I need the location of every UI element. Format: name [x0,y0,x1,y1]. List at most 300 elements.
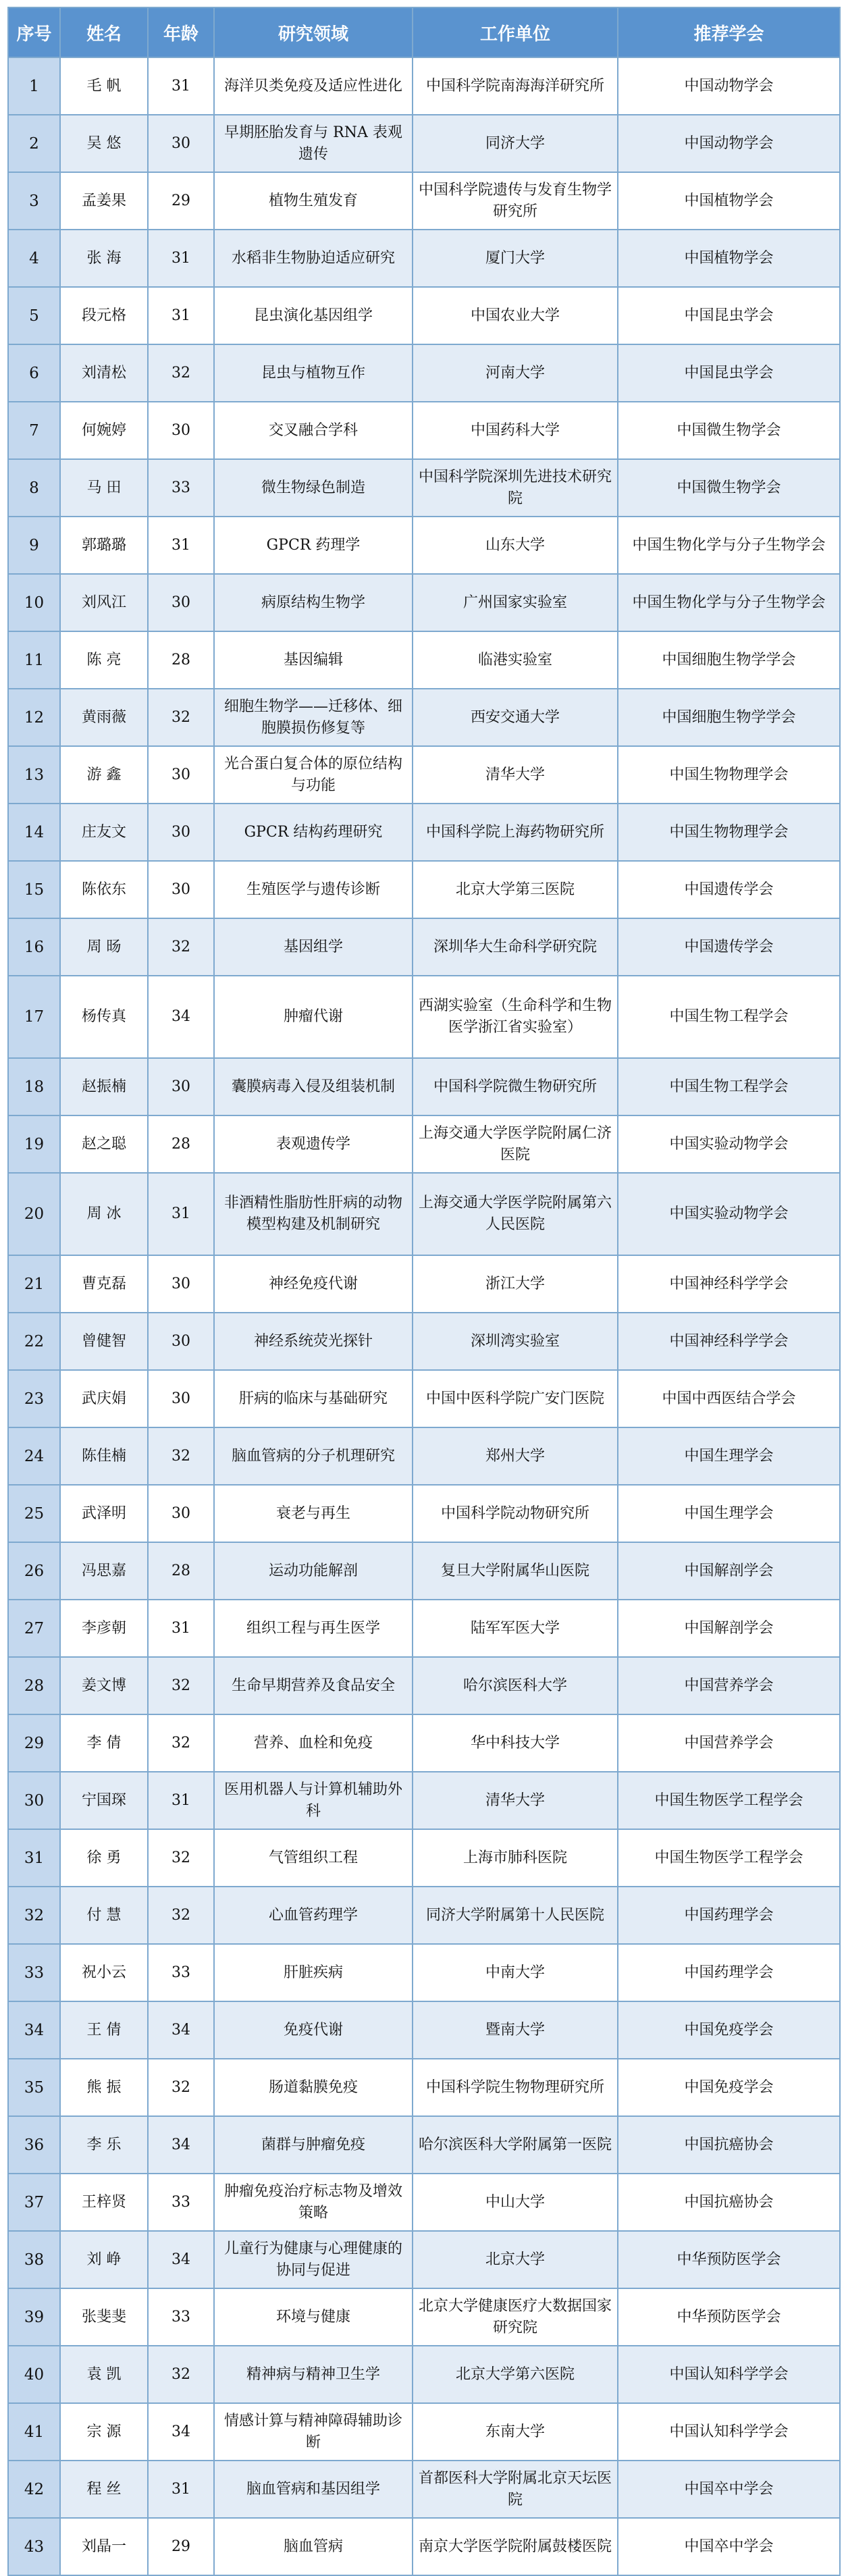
cell-field: GPCR 结构药理研究 [214,804,413,861]
cell-age: 31 [148,1173,214,1255]
table-row [8,2346,840,2403]
table-row [8,344,840,402]
table-row [8,115,840,172]
table-row [8,459,840,517]
cell-field: 昆虫与植物互作 [214,344,413,402]
cell-field: 微生物绿色制造 [214,459,413,517]
cell-society: 中国生理学会 [618,1485,840,1542]
cell-field: 神经系统荧光探针 [214,1313,413,1370]
cell-unit: 东南大学 [413,2403,618,2461]
cell-name: 段元格 [60,287,148,344]
cell-field: 海洋贝类免疫及适应性进化 [214,57,413,115]
cell-no: 2 [8,115,60,172]
cell-field: 情感计算与精神障碍辅助诊断 [214,2403,413,2461]
cell-no: 42 [8,2461,60,2518]
cell-unit: 华中科技大学 [413,1714,618,1772]
table-row [8,172,840,230]
cell-no: 34 [8,2001,60,2059]
cell-name: 曾健智 [60,1313,148,1370]
table-row [8,631,840,689]
cell-no: 27 [8,1600,60,1657]
cell-no: 20 [8,1173,60,1255]
cell-field: 光合蛋白复合体的原位结构与功能 [214,746,413,804]
table-row [8,1600,840,1657]
cell-field: 生殖医学与遗传诊断 [214,861,413,918]
cell-field: 衰老与再生 [214,1485,413,1542]
cell-society: 中国昆虫学会 [618,344,840,402]
cell-name: 孟姜果 [60,172,148,230]
recommendation-table-container [7,7,839,2576]
cell-no: 22 [8,1313,60,1370]
cell-age: 33 [148,2174,214,2231]
cell-name: 黄雨薇 [60,689,148,746]
cell-no: 19 [8,1115,60,1173]
cell-age: 33 [148,1944,214,2001]
cell-society: 中国营养学会 [618,1657,840,1714]
cell-age: 32 [148,2059,214,2116]
cell-society: 中国微生物学会 [618,402,840,459]
cell-society: 中国解剖学会 [618,1600,840,1657]
cell-age: 31 [148,1772,214,1829]
cell-no: 1 [8,57,60,115]
cell-age: 31 [148,287,214,344]
cell-name: 毛 帆 [60,57,148,115]
table-row [8,2518,840,2575]
cell-field: 肿瘤免疫治疗标志物及增效策略 [214,2174,413,2231]
cell-name: 程 丝 [60,2461,148,2518]
cell-society: 中国免疫学会 [618,2001,840,2059]
table-row [8,1427,840,1485]
table-row [8,1313,840,1370]
cell-age: 34 [148,2001,214,2059]
table-row [8,287,840,344]
cell-unit: 清华大学 [413,746,618,804]
cell-field: 医用机器人与计算机辅助外科 [214,1772,413,1829]
cell-society: 中国植物学会 [618,230,840,287]
cell-society: 中国植物学会 [618,172,840,230]
cell-unit: 中国科学院遗传与发育生物学研究所 [413,172,618,230]
cell-age: 32 [148,1714,214,1772]
table-row [8,2403,840,2461]
cell-society: 中国实验动物学会 [618,1173,840,1255]
cell-age: 34 [148,2403,214,2461]
table-row [8,1657,840,1714]
cell-society: 中国生物物理学会 [618,746,840,804]
cell-name: 郭璐璐 [60,517,148,574]
header-no: 序号 [8,7,60,57]
cell-name: 付 慧 [60,1887,148,1944]
header-name: 姓名 [60,7,148,57]
cell-name: 宁国琛 [60,1772,148,1829]
cell-unit: 中国农业大学 [413,287,618,344]
cell-unit: 河南大学 [413,344,618,402]
cell-name: 陈 亮 [60,631,148,689]
table-row [8,1370,840,1427]
recommendation-table [7,7,841,2576]
cell-field: 病原结构生物学 [214,574,413,631]
cell-no: 16 [8,918,60,976]
cell-field: 肿瘤代谢 [214,976,413,1058]
cell-age: 33 [148,2288,214,2346]
cell-unit: 深圳华大生命科学研究院 [413,918,618,976]
cell-age: 29 [148,2518,214,2575]
cell-no: 29 [8,1714,60,1772]
cell-age: 34 [148,976,214,1058]
cell-name: 祝小云 [60,1944,148,2001]
cell-unit: 中国科学院生物物理研究所 [413,2059,618,2116]
cell-no: 24 [8,1427,60,1485]
cell-age: 30 [148,861,214,918]
cell-field: 表观遗传学 [214,1115,413,1173]
cell-field: 肠道黏膜免疫 [214,2059,413,2116]
cell-age: 30 [148,804,214,861]
cell-unit: 中国科学院南海海洋研究所 [413,57,618,115]
table-row [8,1255,840,1313]
cell-name: 杨传真 [60,976,148,1058]
cell-name: 熊 振 [60,2059,148,2116]
cell-age: 28 [148,1542,214,1600]
cell-no: 26 [8,1542,60,1600]
cell-unit: 上海市肺科医院 [413,1829,618,1887]
cell-field: 早期胚胎发育与 RNA 表观遗传 [214,115,413,172]
cell-no: 13 [8,746,60,804]
cell-no: 15 [8,861,60,918]
cell-field: 脑血管病的分子机理研究 [214,1427,413,1485]
cell-unit: 首都医科大学附属北京天坛医院 [413,2461,618,2518]
table-row [8,517,840,574]
cell-no: 35 [8,2059,60,2116]
header-age: 年龄 [148,7,214,57]
cell-age: 30 [148,115,214,172]
cell-unit: 陆军军医大学 [413,1600,618,1657]
cell-society: 中国免疫学会 [618,2059,840,2116]
cell-unit: 复旦大学附属华山医院 [413,1542,618,1600]
cell-field: 交叉融合学科 [214,402,413,459]
cell-society: 中国生物化学与分子生物学会 [618,517,840,574]
cell-age: 30 [148,1370,214,1427]
cell-name: 陈依东 [60,861,148,918]
cell-no: 33 [8,1944,60,2001]
cell-field: 生命早期营养及食品安全 [214,1657,413,1714]
cell-no: 3 [8,172,60,230]
cell-age: 31 [148,57,214,115]
table-row [8,1772,840,1829]
cell-society: 中国神经科学学会 [618,1255,840,1313]
cell-name: 刘晶一 [60,2518,148,2575]
cell-field: 环境与健康 [214,2288,413,2346]
cell-name: 王 倩 [60,2001,148,2059]
cell-age: 28 [148,1115,214,1173]
table-row [8,2116,840,2174]
cell-unit: 暨南大学 [413,2001,618,2059]
table-row [8,2059,840,2116]
cell-name: 李彦朝 [60,1600,148,1657]
cell-age: 32 [148,1829,214,1887]
cell-name: 徐 勇 [60,1829,148,1887]
cell-society: 中国动物学会 [618,57,840,115]
cell-society: 中国解剖学会 [618,1542,840,1600]
table-row [8,1485,840,1542]
cell-no: 36 [8,2116,60,2174]
cell-no: 8 [8,459,60,517]
cell-no: 4 [8,230,60,287]
cell-society: 中华预防医学会 [618,2231,840,2288]
cell-name: 赵振楠 [60,1058,148,1115]
cell-unit: 浙江大学 [413,1255,618,1313]
cell-society: 中国抗癌协会 [618,2174,840,2231]
table-row [8,976,840,1058]
cell-society: 中国细胞生物学学会 [618,689,840,746]
cell-unit: 深圳湾实验室 [413,1313,618,1370]
cell-society: 中国动物学会 [618,115,840,172]
cell-age: 31 [148,517,214,574]
cell-no: 18 [8,1058,60,1115]
cell-name: 马 田 [60,459,148,517]
cell-name: 赵之聪 [60,1115,148,1173]
cell-age: 30 [148,1313,214,1370]
cell-field: 基因编辑 [214,631,413,689]
cell-field: 水稻非生物胁迫适应研究 [214,230,413,287]
table-row [8,2001,840,2059]
table-row [8,1944,840,2001]
cell-field: 非酒精性脂肪性肝病的动物模型构建及机制研究 [214,1173,413,1255]
cell-age: 30 [148,746,214,804]
cell-society: 中国细胞生物学学会 [618,631,840,689]
table-row [8,2231,840,2288]
cell-no: 39 [8,2288,60,2346]
cell-field: 精神病与精神卫生学 [214,2346,413,2403]
table-row [8,402,840,459]
cell-age: 34 [148,2116,214,2174]
cell-unit: 西湖实验室（生命科学和生物医学浙江省实验室） [413,976,618,1058]
cell-society: 中国药理学会 [618,1887,840,1944]
cell-name: 吴 悠 [60,115,148,172]
cell-unit: 临港实验室 [413,631,618,689]
table-row [8,1173,840,1255]
cell-name: 张 海 [60,230,148,287]
cell-society: 中国神经科学学会 [618,1313,840,1370]
cell-field: 神经免疫代谢 [214,1255,413,1313]
cell-unit: 厦门大学 [413,230,618,287]
cell-no: 41 [8,2403,60,2461]
cell-society: 中国药理学会 [618,1944,840,2001]
cell-age: 30 [148,402,214,459]
cell-name: 游 鑫 [60,746,148,804]
cell-unit: 山东大学 [413,517,618,574]
cell-name: 何婉婷 [60,402,148,459]
cell-field: 营养、血栓和免疫 [214,1714,413,1772]
cell-field: 植物生殖发育 [214,172,413,230]
cell-name: 张斐斐 [60,2288,148,2346]
cell-society: 中国认知科学学会 [618,2403,840,2461]
cell-society: 中国生物工程学会 [618,976,840,1058]
table-row [8,574,840,631]
cell-age: 30 [148,1485,214,1542]
cell-society: 中国生物工程学会 [618,1058,840,1115]
cell-age: 32 [148,1887,214,1944]
header-society: 推荐学会 [618,7,840,57]
cell-field: 免疫代谢 [214,2001,413,2059]
cell-field: 儿童行为健康与心理健康的协同与促进 [214,2231,413,2288]
cell-unit: 南京大学医学院附属鼓楼医院 [413,2518,618,2575]
cell-society: 中国抗癌协会 [618,2116,840,2174]
cell-age: 32 [148,1427,214,1485]
cell-unit: 中国科学院上海药物研究所 [413,804,618,861]
cell-no: 17 [8,976,60,1058]
cell-unit: 同济大学附属第十人民医院 [413,1887,618,1944]
cell-society: 中国卒中学会 [618,2461,840,2518]
table-row [8,2288,840,2346]
cell-no: 28 [8,1657,60,1714]
cell-age: 30 [148,1255,214,1313]
cell-field: 肝病的临床与基础研究 [214,1370,413,1427]
cell-age: 31 [148,230,214,287]
cell-no: 9 [8,517,60,574]
cell-unit: 北京大学健康医疗大数据国家研究院 [413,2288,618,2346]
cell-age: 32 [148,2346,214,2403]
cell-unit: 中国科学院深圳先进技术研究院 [413,459,618,517]
cell-no: 25 [8,1485,60,1542]
cell-name: 王梓贤 [60,2174,148,2231]
cell-age: 31 [148,2461,214,2518]
table-row [8,2461,840,2518]
cell-field: 脑血管病和基因组学 [214,2461,413,2518]
table-row [8,861,840,918]
cell-name: 冯思嘉 [60,1542,148,1600]
table-row [8,230,840,287]
cell-no: 21 [8,1255,60,1313]
cell-unit: 中国药科大学 [413,402,618,459]
table-row [8,918,840,976]
table-row [8,689,840,746]
cell-name: 曹克磊 [60,1255,148,1313]
table-row [8,1058,840,1115]
cell-no: 38 [8,2231,60,2288]
cell-field: 组织工程与再生医学 [214,1600,413,1657]
cell-unit: 北京大学第三医院 [413,861,618,918]
cell-field: 脑血管病 [214,2518,413,2575]
cell-unit: 中国中医科学院广安门医院 [413,1370,618,1427]
cell-no: 14 [8,804,60,861]
cell-unit: 中国科学院微生物研究所 [413,1058,618,1115]
header-field: 研究领域 [214,7,413,57]
cell-society: 中国昆虫学会 [618,287,840,344]
cell-no: 12 [8,689,60,746]
cell-name: 周 旸 [60,918,148,976]
table-body [8,57,840,2575]
cell-name: 武庆娟 [60,1370,148,1427]
cell-name: 刘清松 [60,344,148,402]
cell-society: 中国生物化学与分子生物学会 [618,574,840,631]
cell-age: 31 [148,1600,214,1657]
cell-no: 43 [8,2518,60,2575]
cell-age: 33 [148,459,214,517]
table-row [8,1887,840,1944]
cell-name: 周 冰 [60,1173,148,1255]
cell-society: 中国生理学会 [618,1427,840,1485]
cell-unit: 中国科学院动物研究所 [413,1485,618,1542]
cell-no: 5 [8,287,60,344]
cell-age: 30 [148,574,214,631]
cell-name: 刘 峥 [60,2231,148,2288]
cell-age: 32 [148,1657,214,1714]
cell-field: 细胞生物学——迁移体、细胞膜损伤修复等 [214,689,413,746]
cell-society: 中华预防医学会 [618,2288,840,2346]
cell-field: 昆虫演化基因组学 [214,287,413,344]
cell-name: 陈佳楠 [60,1427,148,1485]
cell-unit: 北京大学第六医院 [413,2346,618,2403]
cell-society: 中国微生物学会 [618,459,840,517]
cell-no: 10 [8,574,60,631]
table-row [8,1829,840,1887]
table-row [8,804,840,861]
cell-unit: 中南大学 [413,1944,618,2001]
cell-unit: 哈尔滨医科大学附属第一医院 [413,2116,618,2174]
cell-society: 中国认知科学学会 [618,2346,840,2403]
cell-name: 姜文博 [60,1657,148,1714]
cell-age: 28 [148,631,214,689]
cell-unit: 上海交通大学医学院附属第六人民医院 [413,1173,618,1255]
cell-society: 中国生物医学工程学会 [618,1829,840,1887]
cell-unit: 同济大学 [413,115,618,172]
cell-age: 32 [148,689,214,746]
cell-no: 11 [8,631,60,689]
cell-no: 30 [8,1772,60,1829]
cell-field: GPCR 药理学 [214,517,413,574]
cell-name: 刘风江 [60,574,148,631]
table-row [8,1542,840,1600]
cell-society: 中国遗传学会 [618,861,840,918]
cell-field: 气管组织工程 [214,1829,413,1887]
table-row [8,1714,840,1772]
cell-field: 心血管药理学 [214,1887,413,1944]
cell-unit: 西安交通大学 [413,689,618,746]
cell-name: 武泽明 [60,1485,148,1542]
cell-age: 29 [148,172,214,230]
cell-age: 30 [148,1058,214,1115]
cell-unit: 郑州大学 [413,1427,618,1485]
cell-society: 中国生物医学工程学会 [618,1772,840,1829]
cell-field: 基因组学 [214,918,413,976]
cell-no: 37 [8,2174,60,2231]
cell-age: 32 [148,918,214,976]
cell-field: 肝脏疾病 [214,1944,413,2001]
cell-field: 运动功能解剖 [214,1542,413,1600]
cell-no: 40 [8,2346,60,2403]
cell-name: 袁 凯 [60,2346,148,2403]
table-row [8,1115,840,1173]
cell-unit: 清华大学 [413,1772,618,1829]
cell-society: 中国中西医结合学会 [618,1370,840,1427]
cell-name: 宗 源 [60,2403,148,2461]
cell-no: 31 [8,1829,60,1887]
cell-society: 中国营养学会 [618,1714,840,1772]
cell-unit: 上海交通大学医学院附属仁济医院 [413,1115,618,1173]
cell-unit: 中山大学 [413,2174,618,2231]
cell-no: 6 [8,344,60,402]
cell-name: 李 倩 [60,1714,148,1772]
cell-unit: 广州国家实验室 [413,574,618,631]
cell-unit: 哈尔滨医科大学 [413,1657,618,1714]
table-header-row [8,7,840,57]
cell-age: 32 [148,344,214,402]
header-unit: 工作单位 [413,7,618,57]
cell-field: 菌群与肿瘤免疫 [214,2116,413,2174]
cell-society: 中国卒中学会 [618,2518,840,2575]
table-row [8,746,840,804]
cell-unit: 北京大学 [413,2231,618,2288]
cell-field: 囊膜病毒入侵及组装机制 [214,1058,413,1115]
